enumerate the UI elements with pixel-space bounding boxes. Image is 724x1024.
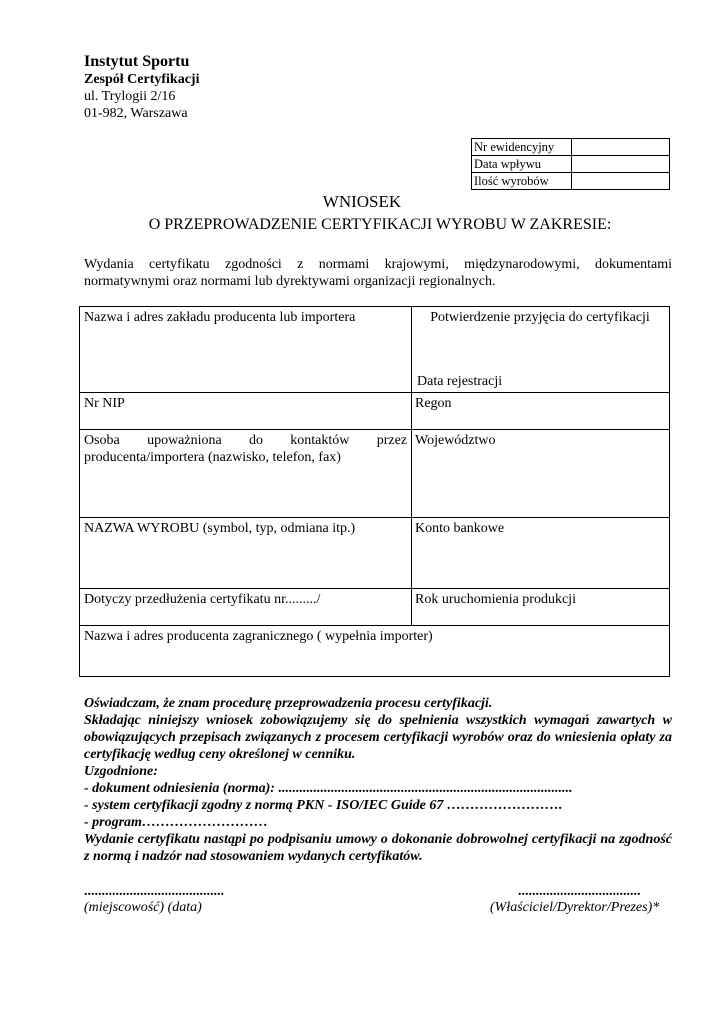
application-form [79, 306, 670, 677]
registry-value[interactable] [572, 139, 670, 156]
nip-label: Nr NIP [84, 396, 125, 411]
product-field[interactable] [80, 518, 411, 588]
statement-line: Oświadczam, że znam procedurę przeprowadzenia procesu certyfikacji. [84, 696, 493, 711]
registry-value[interactable] [572, 156, 670, 173]
product-label: NAZWA WYROBU (symbol, typ, odmiana itp.) [84, 521, 356, 536]
bank-field[interactable] [411, 518, 669, 588]
doc-title: WNIOSEK [322, 192, 402, 211]
intro-text: Wydania certyfikatu zgodności z normami krajowymi, międzynarodowymi, dokumentami normatywnymi oraz normami lub dyrektywami organizacji regionalnych. [84, 257, 672, 289]
statement-line: Uzgodnione: [84, 764, 158, 779]
extension-field[interactable] [80, 589, 411, 625]
statement-line: - program……………………… [84, 815, 268, 830]
statement-line: - dokument odniesienia (norma): .................................................................................... [84, 781, 573, 796]
registry-row [472, 173, 670, 190]
org-name: Instytut Sportu [84, 53, 190, 70]
doc-subtitle-text: O PRZEPROWADZENIE CERTYFIKACJI WYROBU W ZAKRESIE: [148, 216, 612, 233]
registry-table [471, 138, 670, 190]
statement-line: - system certyfikacji zgodny z normą PKN - ISO/IEC Guide 67 ……………………. [84, 798, 563, 813]
doc-subtitle [0, 216, 724, 234]
registry-value[interactable] [572, 173, 670, 190]
bank-label: Konto bankowe [415, 521, 505, 536]
production-year-label: Rok uruchomienia produkcji [415, 592, 576, 607]
org-team: Zespół Certyfikacji [84, 72, 200, 87]
statement-line: Wydanie certyfikatu nastąpi po podpisaniu umowy o dokonanie dobrowolnej certyfikacji na zgodność z normą i nadzór nad stosowaniem wydanych certyfikatów. [84, 832, 672, 864]
signature-label: (Właściciel/Dyrektor/Prezes)* [490, 900, 660, 915]
contact-label: Osoba upoważniona do kontaktów przez producenta/importera (nazwisko, telefon, fax) [84, 433, 407, 465]
place-date-label: (miejscowość) (data) [84, 900, 202, 915]
contact-field[interactable] [80, 430, 411, 517]
registry-label: Nr ewidencyjny [472, 139, 572, 156]
regon-label: Regon [415, 396, 452, 411]
voivodeship-label: Województwo [415, 433, 496, 448]
production-year-field[interactable] [411, 589, 669, 625]
voivodeship-field[interactable] [411, 430, 669, 517]
registry-row [472, 156, 670, 173]
nip-field[interactable] [80, 393, 411, 429]
registry-label: Ilość wyrobów [472, 173, 572, 190]
org-street: ul. Trylogii 2/16 [84, 89, 176, 104]
regon-field[interactable] [411, 393, 669, 429]
org-city: 01-982, Warszawa [84, 106, 188, 121]
foreign-producer-label: Nazwa i adres producenta zagranicznego ( wypełnia importer) [84, 629, 433, 644]
producer-field[interactable] [80, 307, 411, 392]
registry-label: Data wpływu [472, 156, 572, 173]
statement-line: Składając niniejszy wniosek zobowiązujemy się do spełnienia wszystkich wymagań zawartych w obowiązujących przepisach związanych z procesem certyfikacji wyrobów oraz do wniesienia opłaty za certyfikację według ceny określonej w cenniku. [84, 713, 672, 762]
confirmation-label: Potwierdzenie przyjęcia do certyfikacji [430, 310, 650, 325]
reg-date-field[interactable] [413, 373, 613, 392]
producer-label: Nazwa i adres zakładu producenta lub importera [84, 310, 356, 325]
extension-label: Dotyczy przedłużenia certyfikatu nr........./ [84, 592, 321, 607]
place-date-line: ........................................ [84, 884, 224, 899]
reg-date-label: Data rejestracji [417, 374, 503, 389]
statement-block [84, 695, 672, 865]
foreign-producer-field[interactable] [80, 626, 669, 676]
signature-line: ................................... [518, 884, 641, 899]
registry-row [472, 139, 670, 156]
